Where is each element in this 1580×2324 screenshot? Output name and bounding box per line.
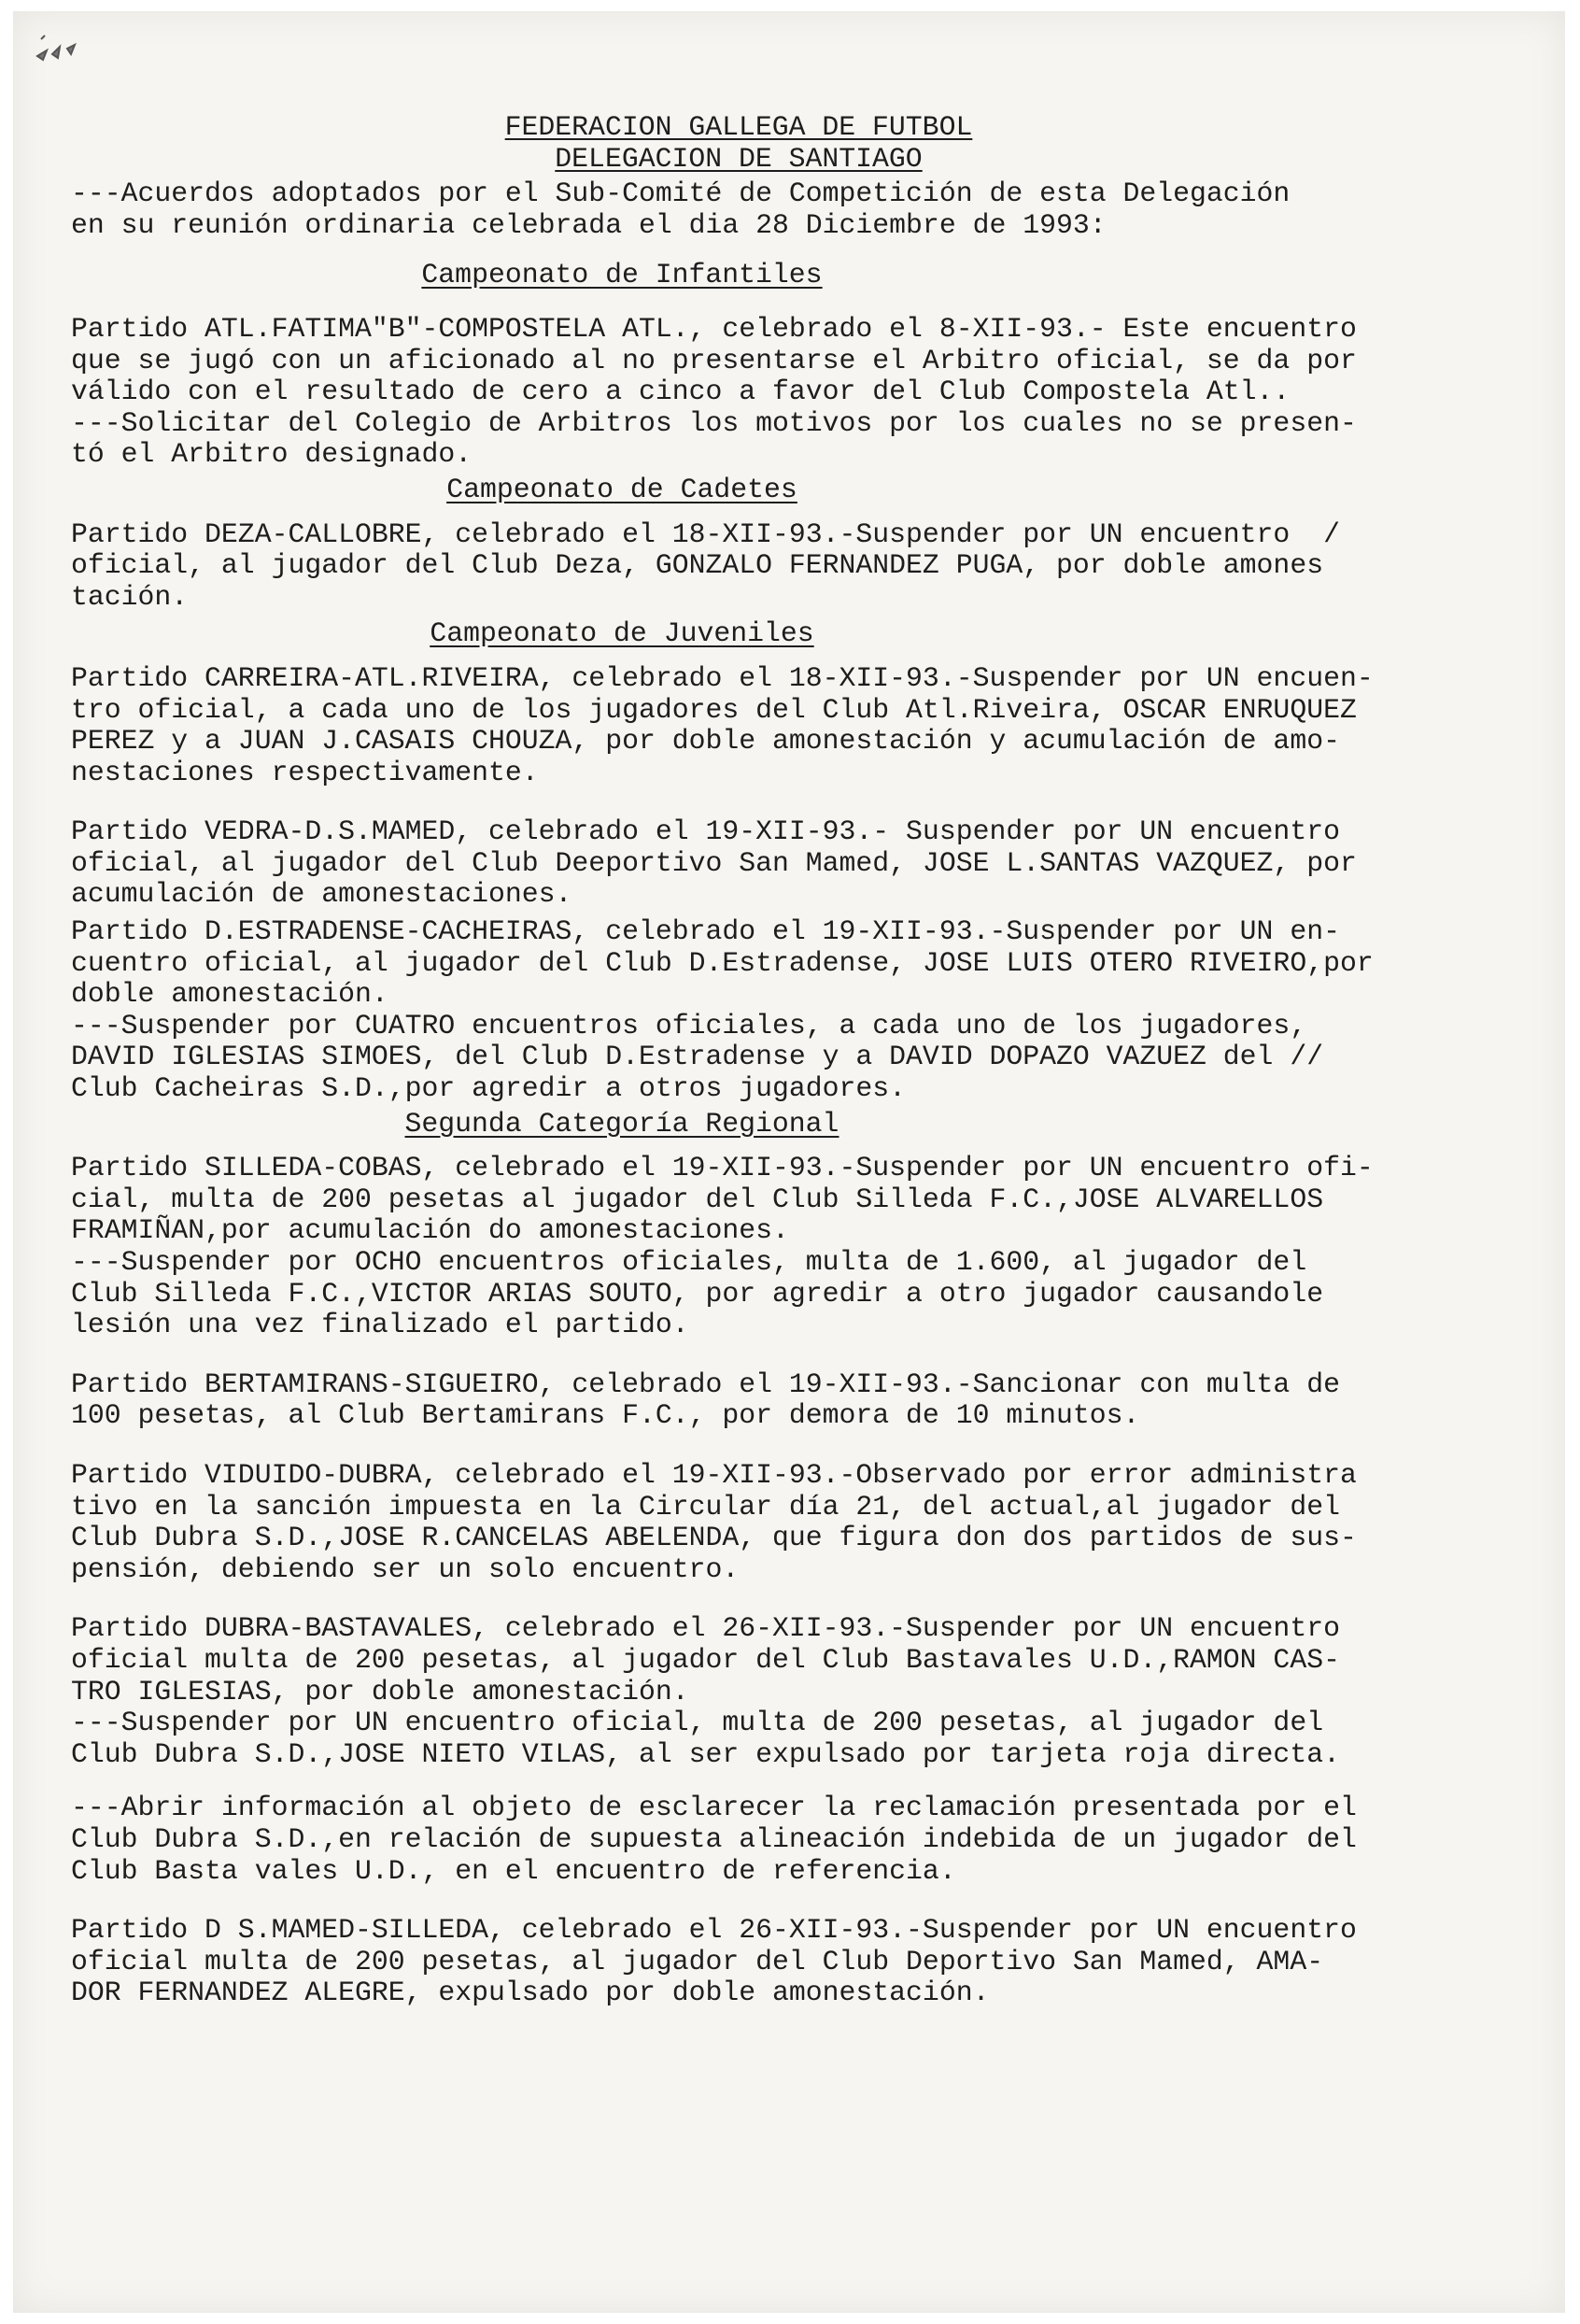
intro-line: ---Acuerdos adoptados por el Sub-Comité de Competición de esta Delegación: [71, 177, 1291, 210]
ink-mark-icon: [34, 28, 90, 75]
entry-line: oficial multa de 200 pesetas, al jugador del Club Deportivo San Mamed, AMA-: [71, 1945, 1324, 1977]
entry-line: oficial, al jugador del Club Deeportivo San Mamed, JOSE L.SANTAS VAZQUEZ, por: [71, 846, 1357, 879]
document-body: [71, 112, 1528, 2009]
entry-line: 100 pesetas, al Club Bertamirans F.C., por demora de 10 minutos.: [71, 1399, 1140, 1432]
entry-line: doble amonestación.: [71, 978, 388, 1011]
entry-line: nestaciones respectivamente.: [71, 756, 539, 788]
entry-line: ---Suspender por UN encuentro oficial, multa de 200 pesetas, al jugador del: [71, 1707, 1324, 1739]
section-title-juveniles: Campeonato de Juveniles: [430, 617, 814, 650]
entry-line: DOR FERNANDEZ ALEGRE, expulsado por doble amonestación.: [71, 1977, 990, 2009]
entry-line: FRAMIÑAN,por acumulación do amonestaciones.: [71, 1214, 789, 1247]
entry-deza-callobre: [71, 519, 1528, 614]
entry-line: Partido VIDUIDO-DUBRA, celebrado el 19-XII-93.-Observado por error administra: [71, 1458, 1357, 1491]
entry-dubra-claim: [71, 1793, 1528, 1887]
entry-carreira-riveira: [71, 663, 1528, 788]
entry-line: Club Basta vales U.D., en el encuentro de referencia.: [71, 1854, 956, 1887]
entry-line: Club Dubra S.D.,en relación de supuesta alineación indebida de un jugador del: [71, 1822, 1357, 1855]
entry-line: PEREZ y a JUAN J.CASAIS CHOUZA, por doble amonestación y acumulación de amo-: [71, 725, 1340, 758]
entry-line: tro oficial, a cada uno de los jugadores del Club Atl.Riveira, OSCAR ENRUQUEZ: [71, 693, 1357, 726]
entry-line: ---Suspender por OCHO encuentros oficiales, multa de 1.600, al jugador del: [71, 1246, 1307, 1278]
entry-line: tó el Arbitro designado.: [71, 438, 473, 471]
entry-viduido-dubra: [71, 1460, 1528, 1585]
entry-line: Club Dubra S.D.,JOSE NIETO VILAS, al ser expulsado por tarjeta roja directa.: [71, 1737, 1340, 1770]
entry-line: Partido DUBRA-BASTAVALES, celebrado el 26-XII-93.-Suspender por UN encuentro: [71, 1612, 1340, 1645]
entry-line: Partido D S.MAMED-SILLEDA, celebrado el 26-XII-93.-Suspender por UN encuentro: [71, 1914, 1357, 1947]
entry-line: TRO IGLESIAS, por doble amonestación.: [71, 1675, 689, 1708]
entry-line: válido con el resultado de cero a cinco a favor del Club Compostela Atl..: [71, 376, 1291, 408]
entry-line: ---Suspender por CUATRO encuentros oficiales, a cada uno de los jugadores,: [71, 1009, 1307, 1042]
entry-line: oficial multa de 200 pesetas, al jugador del Club Bastavales U.D.,RAMON CAS-: [71, 1643, 1340, 1676]
entry-line: Club Silleda F.C.,VICTOR ARIAS SOUTO, por agredir a otro jugador causandole: [71, 1277, 1324, 1310]
entry-line: que se jugó con un aficionado al no presentarse el Arbitro oficial, se da por: [71, 344, 1357, 376]
delegation-name: DELEGACION DE SANTIAGO: [555, 142, 923, 175]
entry-line: Partido D.ESTRADENSE-CACHEIRAS, celebrado el 19-XII-93.-Suspender por UN en-: [71, 915, 1340, 948]
entry-line: Partido BERTAMIRANS-SIGUEIRO, celebrado el 19-XII-93.-Sancionar con multa de: [71, 1367, 1340, 1400]
entry-atl-fatima-compostela: [71, 314, 1528, 471]
entry-line: oficial, al jugador del Club Deza, GONZALO FERNANDEZ PUGA, por doble amones: [71, 549, 1324, 582]
entry-san-mamed-silleda: [71, 1915, 1528, 2009]
entry-line: tivo en la sanción impuesta en la Circular día 21, del actual,al jugador del: [71, 1490, 1340, 1523]
entry-line: Club Cacheiras S.D.,por agredir a otros jugadores.: [71, 1072, 907, 1105]
entry-line: Partido DEZA-CALLOBRE, celebrado el 18-XII-93.-Suspender por UN encuentro /: [71, 517, 1340, 550]
entry-line: Club Dubra S.D.,JOSE R.CANCELAS ABELENDA, que figura don dos partidos de sus-: [71, 1522, 1357, 1554]
intro-paragraph: [71, 178, 1528, 241]
section-title-cadetes: Campeonato de Cadetes: [446, 473, 797, 505]
entry-line: Partido VEDRA-D.S.MAMED, celebrado el 19-XII-93.- Suspender por UN encuentro: [71, 815, 1340, 848]
entry-vedra-san-mamed: [71, 816, 1528, 911]
document-header: [71, 112, 1136, 175]
document-page: [13, 11, 1565, 2313]
entry-line: pensión, debiendo ser un solo encuentro.: [71, 1552, 740, 1585]
entry-line: DAVID IGLESIAS SIMOES, del Club D.Estradense y a DAVID DOPAZO VAZUEZ del //: [71, 1041, 1324, 1073]
entry-line: Partido SILLEDA-COBAS, celebrado el 19-XII-93.-Suspender por UN encuentro ofi-: [71, 1152, 1374, 1184]
entry-line: Partido CARREIRA-ATL.RIVEIRA, celebrado el 18-XII-93.-Suspender por UN encuen-: [71, 661, 1374, 694]
entry-silleda-cobas: [71, 1153, 1528, 1341]
entry-line: ---Abrir información al objeto de esclarecer la reclamación presentada por el: [71, 1792, 1357, 1824]
section-title-segunda-regional: Segunda Categoría Regional: [404, 1107, 839, 1140]
federation-name: FEDERACION GALLEGA DE FUTBOL: [504, 111, 973, 143]
entry-dubra-bastavales: [71, 1613, 1528, 1770]
entry-bertamirans-sigueiro: [71, 1369, 1528, 1432]
entry-line: cial, multa de 200 pesetas al jugador del Club Silleda F.C.,JOSE ALVARELLOS: [71, 1183, 1324, 1215]
entry-line: cuentro oficial, al jugador del Club D.Estradense, JOSE LUIS OTERO RIVEIRO,por: [71, 946, 1374, 979]
section-title-infantiles: Campeonato de Infantiles: [421, 259, 823, 291]
entry-line: lesión una vez finalizado el partido.: [71, 1309, 689, 1341]
entry-line: ---Solicitar del Colegio de Arbitros los motivos por los cuales no se presen-: [71, 406, 1357, 439]
entry-line: acumulación de amonestaciones.: [71, 878, 572, 911]
entry-estradense-cacheiras: [71, 916, 1528, 1105]
intro-line: en su reunión ordinaria celebrada el dia 28 Diciembre de 1993:: [71, 208, 1107, 241]
entry-line: Partido ATL.FATIMA"B"-COMPOSTELA ATL., celebrado el 8-XII-93.- Este encuentro: [71, 312, 1357, 345]
entry-line: tación.: [71, 580, 189, 613]
